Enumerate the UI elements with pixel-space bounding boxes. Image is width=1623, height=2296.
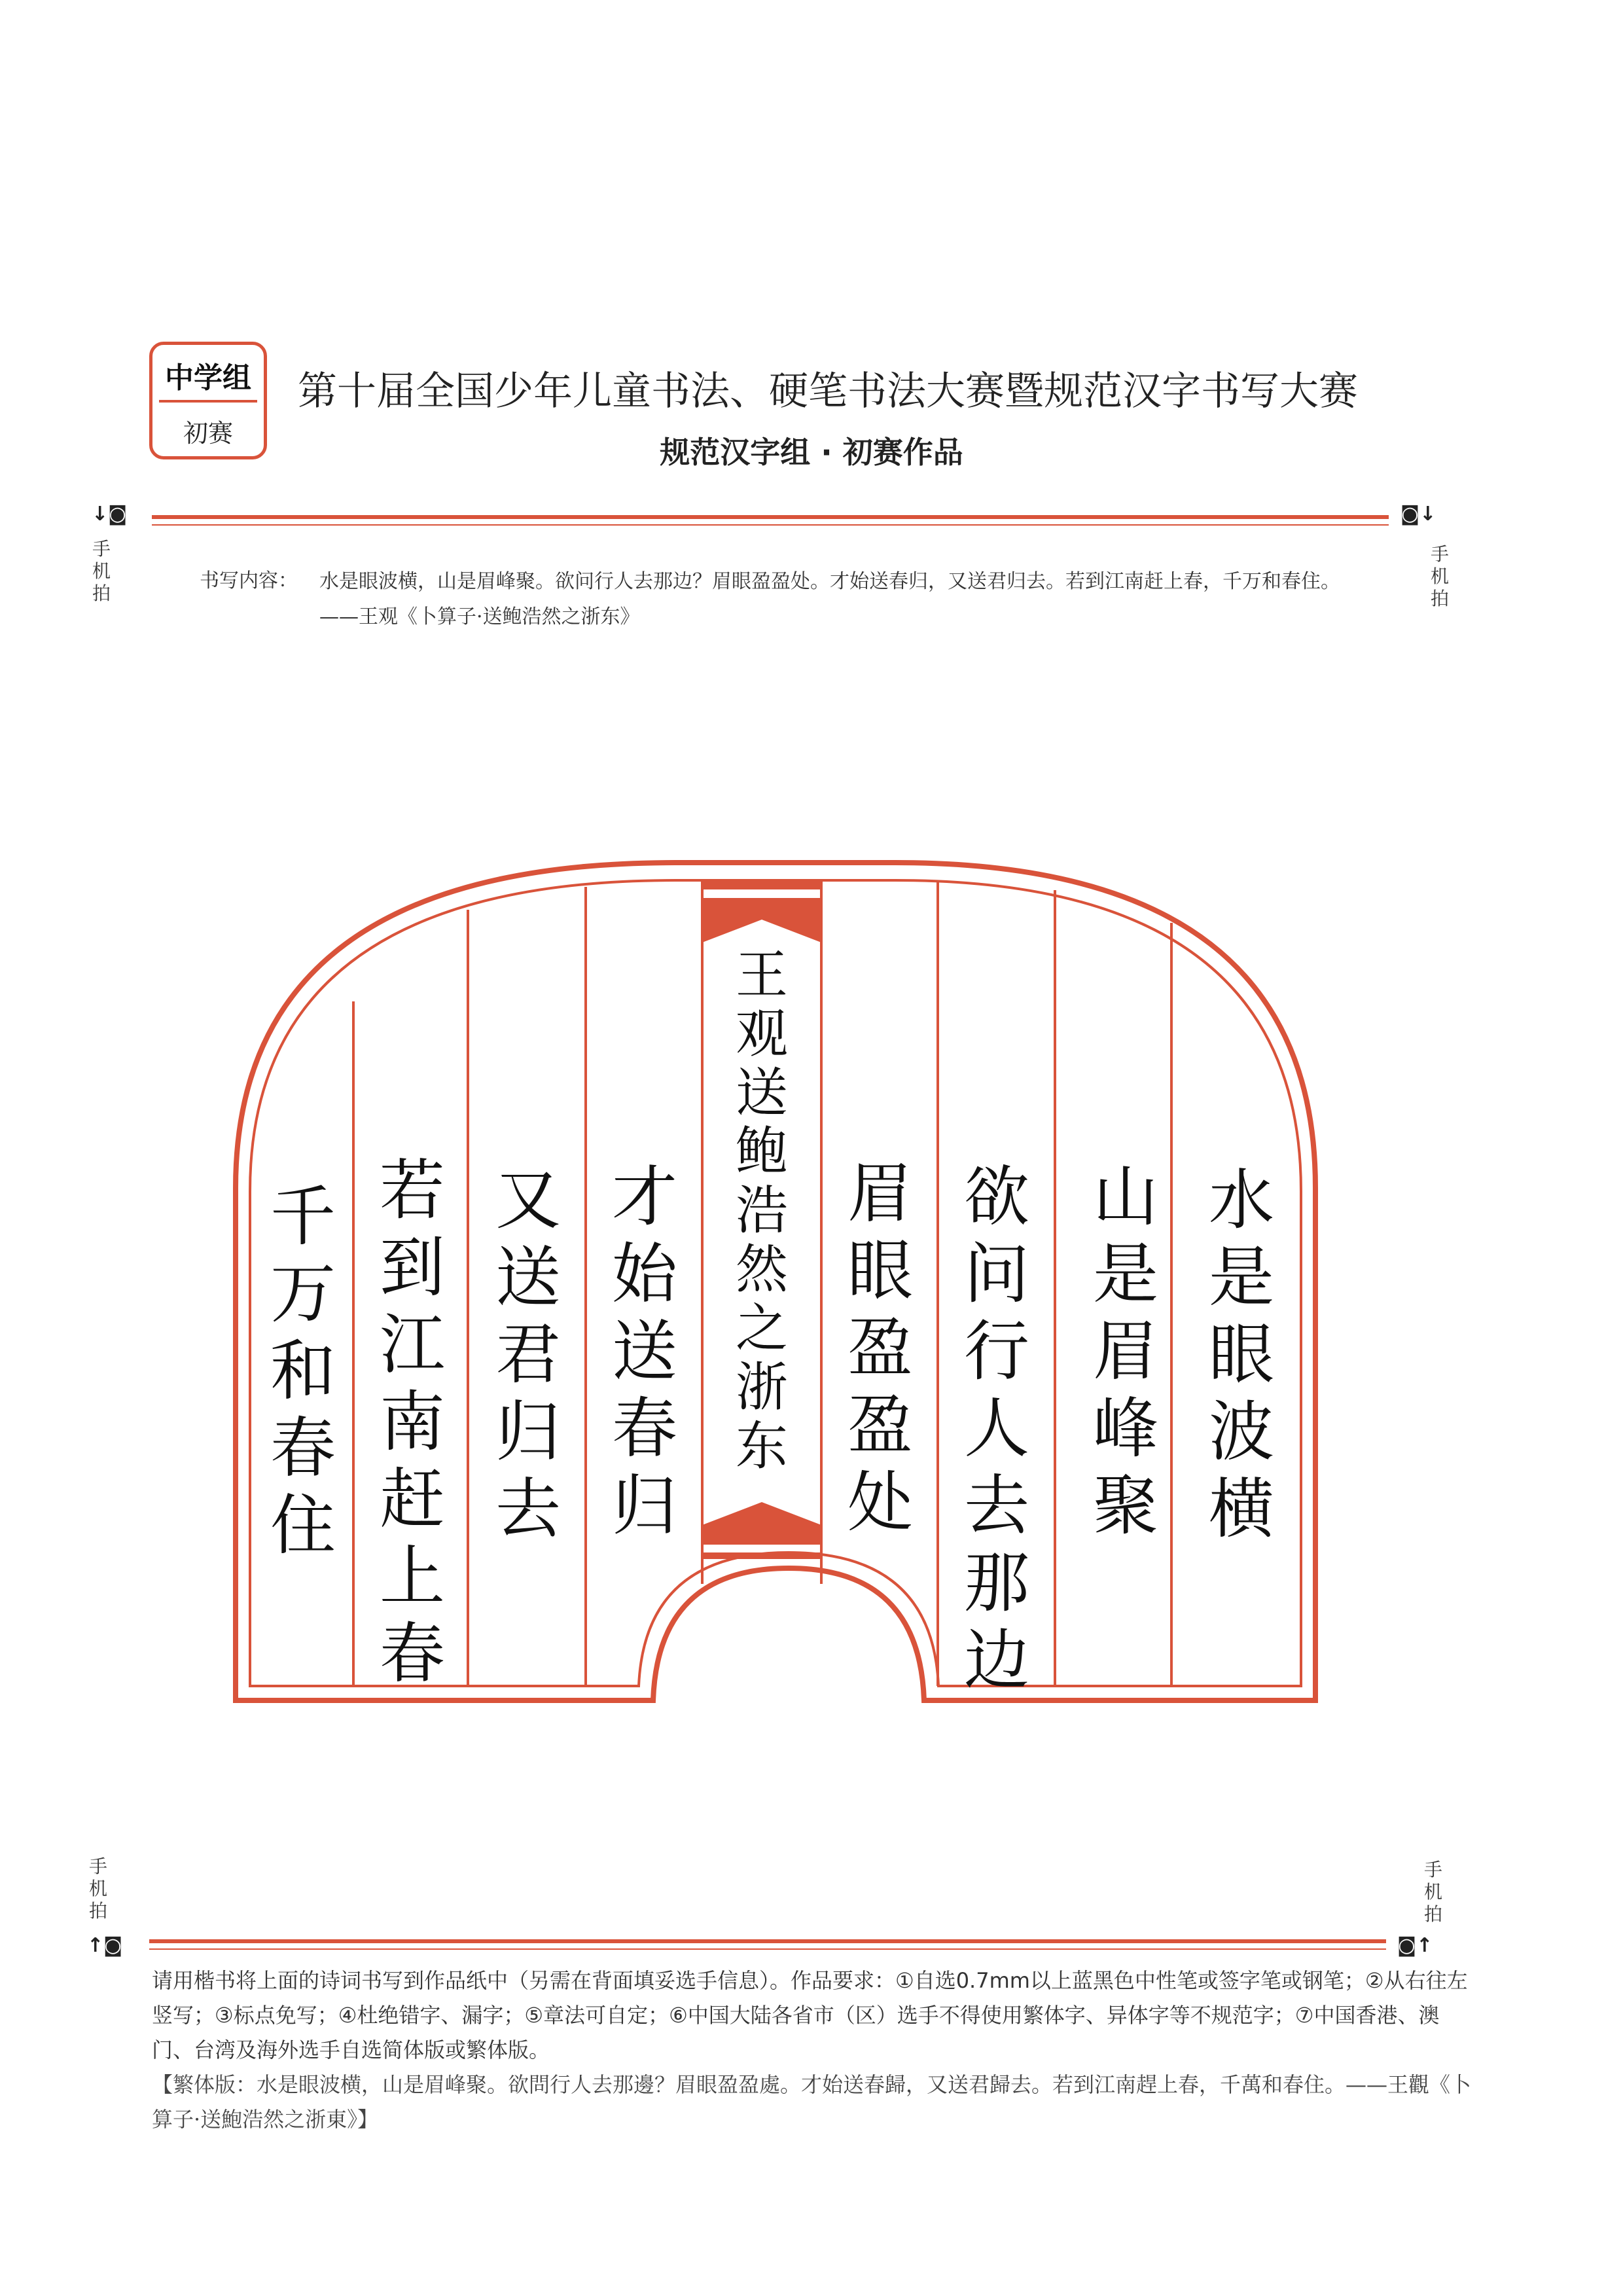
side-label-left: 手机拍 bbox=[92, 538, 111, 604]
artwork-column-7: 又送君归去 bbox=[495, 1162, 561, 1547]
bottom-rule-thin bbox=[149, 1948, 1386, 1950]
badge-group: 中学组 bbox=[165, 361, 251, 395]
camera-icon: ◙↓ bbox=[1400, 503, 1436, 526]
artwork-column-8: 若到江南赶上春 bbox=[380, 1152, 445, 1692]
instructions bbox=[152, 1964, 1474, 2137]
badge-stage: 初赛 bbox=[183, 419, 233, 448]
camera-icon: ↓◙ bbox=[92, 503, 128, 526]
artwork-column-3: 欲问行人去那边 bbox=[964, 1158, 1029, 1698]
camera-icon: ◙↑ bbox=[1397, 1934, 1433, 1957]
side-label-bottom-right: 手机拍 bbox=[1423, 1859, 1442, 1925]
artwork-column-title: 王观送鲍浩然之浙东 bbox=[736, 944, 788, 1477]
side-label-right: 手机拍 bbox=[1430, 543, 1449, 609]
artwork-column-1: 水是眼波横 bbox=[1209, 1162, 1274, 1547]
bottom-rule bbox=[149, 1939, 1386, 1943]
page-title: 第十届全国少年儿童书法、硬笔书法大赛暨规范汉字书写大赛 bbox=[298, 368, 1358, 414]
side-label-bottom-left: 手机拍 bbox=[88, 1856, 107, 1922]
content-text: 水是眼波横，山是眉峰聚。欲问行人去那边？眉眼盈盈处。才始送春归，又送君归去。若到江南赶上春，千万和春住。——王观《卜算子·送鲍浩然之浙东》 bbox=[319, 570, 1340, 628]
page-subtitle: 规范汉字组 · 初赛作品 bbox=[660, 435, 963, 470]
content-label: 书写内容： bbox=[200, 569, 298, 592]
camera-icon: ↑◙ bbox=[87, 1934, 123, 1957]
instructions-main: 请用楷书将上面的诗词书写到作品纸中（另需在背面填妥选手信息）。作品要求：①自选0.7mm以上蓝黑色中性笔或签字笔或钢笔；②从右往左竖写；③标点免写；④杜绝错字、漏字；⑤章法可自定；⑥中国大陆各省市（区）选手不得使用繁体字、异体字等不规范字；⑦中国香港、澳门、台湾及海外选手自选简体版或繁体版。 bbox=[152, 1968, 1468, 2062]
artwork-column-2: 山是眉峰聚 bbox=[1093, 1158, 1158, 1544]
artwork-column-4: 眉眼盈盈处 bbox=[847, 1155, 913, 1541]
artwork-column-9: 千万和春住 bbox=[270, 1178, 336, 1564]
instructions-traditional: 【繁体版：水是眼波横，山是眉峰聚。欲問行人去那邊？眉眼盈盈處。才始送春歸，又送君歸去。若到江南趕上春，千萬和春住。——王觀《卜算子·送鮑浩然之浙東》】 bbox=[152, 2072, 1472, 2132]
artwork-column-6: 才始送春归 bbox=[612, 1158, 677, 1544]
